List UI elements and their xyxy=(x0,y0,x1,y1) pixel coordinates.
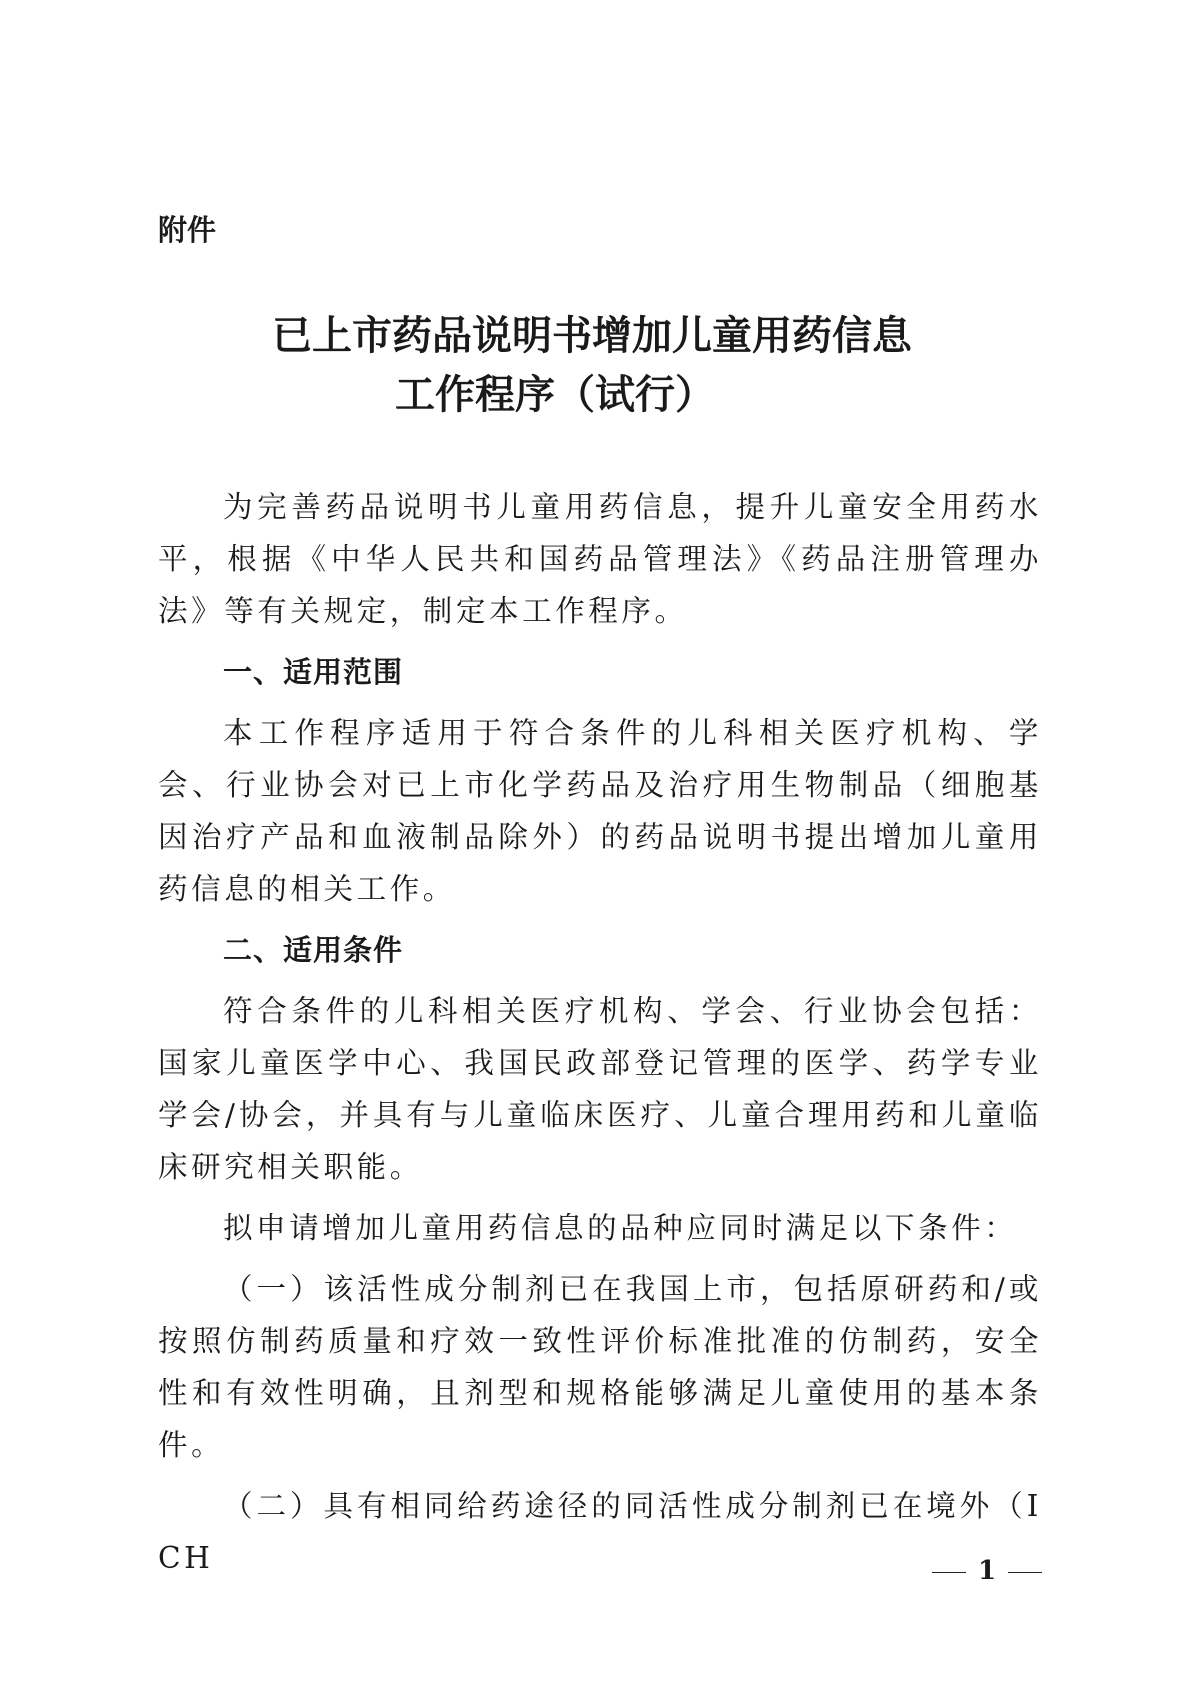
document-body xyxy=(158,481,1042,1584)
conditions-paragraph-1: 符合条件的儿科相关医疗机构、学会、行业协会包括：国家儿童医学中心、我国民政部登记管理的医学、药学专业学会/协会，并具有与儿童临床医疗、儿童合理用药和儿童临床研究相关职能。 xyxy=(158,994,1042,1184)
footer-dash-right xyxy=(1008,1572,1042,1573)
page-number: 1 xyxy=(978,1556,997,1586)
intro-paragraph: 为完善药品说明书儿童用药信息，提升儿童安全用药水平，根据《中华人民共和国药品管理法》《药品注册管理办法》等有关规定，制定本工作程序。 xyxy=(158,490,1042,628)
condition-item-1: （一）该活性成分制剂已在我国上市，包括原研药和/或按照仿制药质量和疗效一致性评价标准批准的仿制药，安全性和有效性明确，且剂型和规格能够满足儿童使用的基本条件。 xyxy=(158,1272,1042,1462)
document-title-line-1: 已上市药品说明书增加儿童用药信息 xyxy=(272,313,912,359)
document-title-line-2: 工作程序（试行） xyxy=(395,372,715,418)
footer-dash-left xyxy=(932,1572,966,1573)
page-footer xyxy=(920,1556,1054,1586)
attachment-label: 附件 xyxy=(158,213,217,247)
condition-item-2: （二）具有相同给药途径的同活性成分制剂已在境外（ICH xyxy=(158,1489,1042,1575)
section-heading-scope: 一、适用范围 xyxy=(223,655,404,689)
section-heading-conditions: 二、适用条件 xyxy=(223,933,404,967)
scope-paragraph: 本工作程序适用于符合条件的儿科相关医疗机构、学会、行业协会对已上市化学药品及治疗用生物制品（细胞基因治疗产品和血液制品除外）的药品说明书提出增加儿童用药信息的相关工作。 xyxy=(158,716,1042,906)
conditions-paragraph-2: 拟申请增加儿童用药信息的品种应同时满足以下条件： xyxy=(223,1211,1018,1245)
